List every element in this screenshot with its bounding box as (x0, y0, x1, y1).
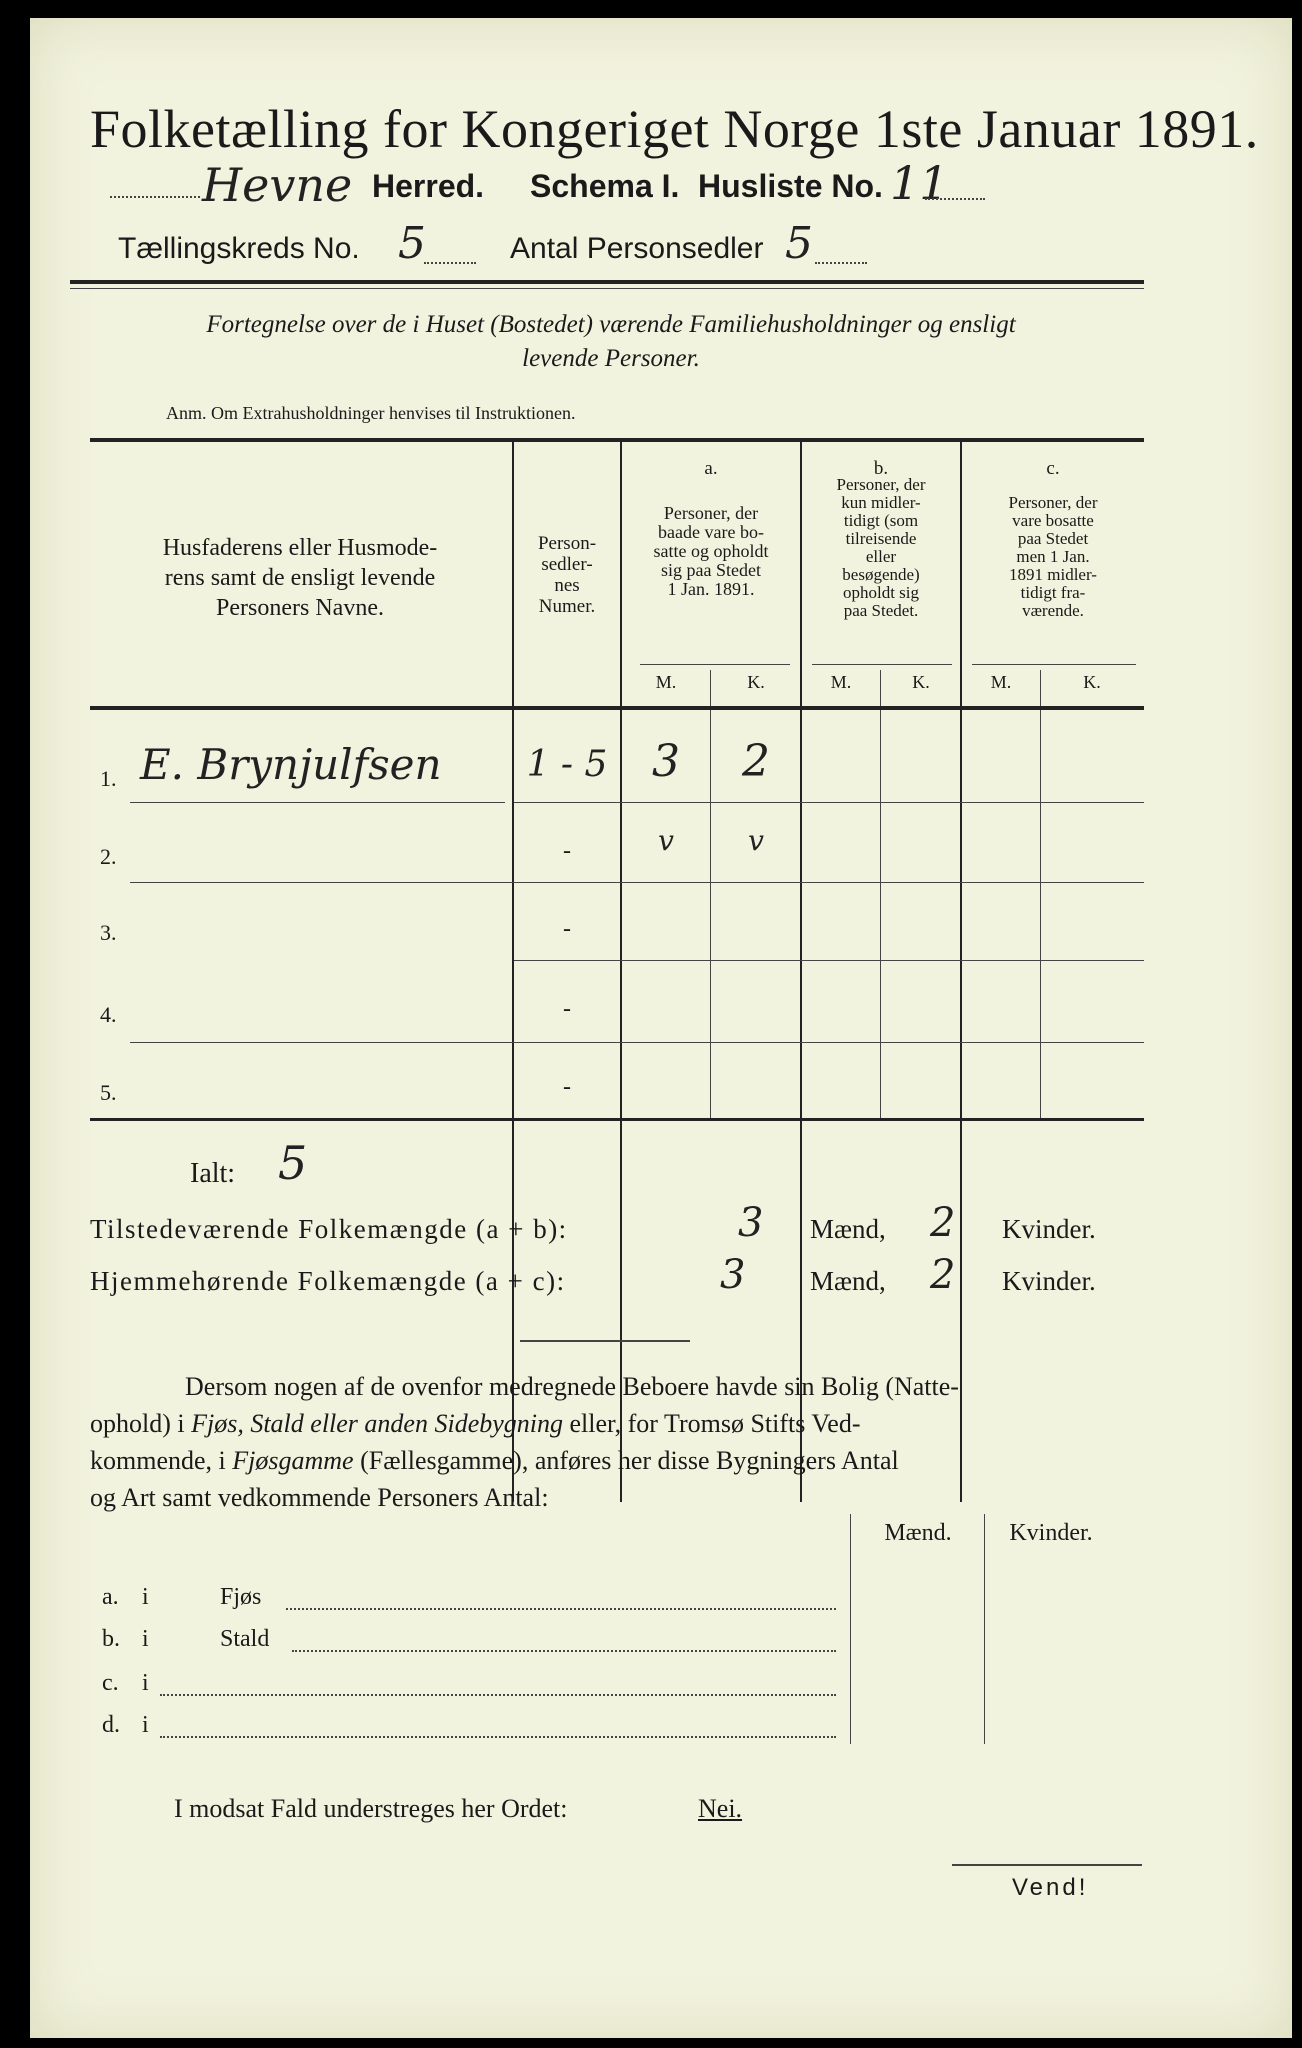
herred-dots (110, 196, 200, 198)
row-2-rule (130, 882, 1144, 883)
hjemme-k: 2 (930, 1252, 956, 1298)
note-line-2b: Fjøs, Stald eller anden Sidebygning (191, 1409, 563, 1438)
tilstede-kvinder: Kvinder. (1002, 1214, 1096, 1244)
row-2-a-m: v (658, 824, 674, 857)
intro-line-1: Fortegnelse over de i Huset (Bostedet) værende Familiehusholdninger og ensligt (206, 311, 1016, 338)
row-1-a-m: 3 (652, 736, 680, 787)
intro-line-2: levende Personer. (522, 345, 700, 372)
row-4-numer: - (563, 996, 571, 1022)
col-b-letter: b. (873, 458, 889, 479)
anm-note: Anm. Om Extrahusholdninger henvises til Instruktionen. (166, 403, 576, 423)
note-line-2c: eller, for Tromsø Stifts Ved- (563, 1409, 861, 1438)
buildings-maend-header: Mænd. (884, 1520, 952, 1546)
note-line-3a: kommende, i (90, 1446, 233, 1475)
col-names-line-1: Husfaderens eller Husmode- (162, 535, 438, 561)
note-line-3b: Fjøsgamme (232, 1446, 354, 1475)
b-mk-rule (812, 664, 952, 665)
col-names-line-2: rens samt de ensligt levende (164, 565, 436, 591)
col-names-line-3: Personers Navne. (216, 595, 384, 621)
nei-word: Nei. (698, 1794, 743, 1823)
ialt-label: Ialt: (190, 1158, 236, 1189)
hjemme-maend: Mænd, (810, 1266, 886, 1296)
col-c-line-6: tidigt fra- (1020, 583, 1086, 602)
row-3-number: 3. (100, 920, 117, 945)
c-k-label: K. (1083, 672, 1101, 692)
item-c-letter: c. (102, 1670, 119, 1696)
note-line-3c: (Fællesgamme), anføres her disse Bygningers Antal (353, 1446, 899, 1475)
c-mk-rule (972, 664, 1136, 665)
row-4-number: 4. (100, 1002, 117, 1027)
tilstede-m: 3 (738, 1200, 764, 1246)
col-b-line-2: kun midler- (841, 493, 921, 512)
row-5-numer: - (563, 1074, 571, 1100)
buildings-vline-2 (984, 1514, 985, 1744)
col-c-letter: c. (1046, 458, 1060, 479)
buildings-vline-1 (850, 1514, 851, 1744)
vline-a-mk (710, 670, 711, 1118)
note-line-4: og Art samt vedkommende Personers Antal: (90, 1483, 549, 1512)
hjemme-kvinder: Kvinder. (1002, 1266, 1096, 1296)
b-k-label: K. (912, 672, 930, 692)
col-numer-line-4: Numer. (538, 596, 596, 617)
table-bottom-rule (90, 1118, 1144, 1121)
col-a-line-1: Personer, der (663, 503, 759, 523)
col-b-line-5: eller (865, 547, 897, 566)
col-c-line-2: vare bosatte (1012, 511, 1094, 530)
table-header-rule (90, 706, 1144, 710)
row-1-name: E. Brynjulfsen (140, 740, 442, 789)
row-2-number: 2. (100, 844, 117, 869)
col-numer-line-2: sedler- (541, 554, 593, 575)
census-form-page (30, 18, 1292, 2038)
a-m-label: M. (655, 672, 677, 692)
col-numer-line-3: nes (554, 575, 580, 596)
row-1-a-k: 2 (742, 736, 770, 787)
antal-value: 5 (785, 218, 813, 269)
tilstede-k: 2 (930, 1200, 956, 1246)
col-b-line-6: besøgende) (842, 565, 920, 584)
row-1-rule-right (514, 802, 1144, 803)
item-a-label: Fjøs (220, 1584, 262, 1610)
husliste-value: 11 (890, 156, 949, 210)
form-title: Folketælling for Kongeriget Norge 1ste Januar 1891. (90, 99, 1259, 159)
col-c-line-5: 1891 midler- (1009, 565, 1097, 584)
col-numer-header (514, 533, 620, 617)
col-a-header (622, 504, 800, 599)
hjemme-m: 3 (720, 1252, 746, 1298)
col-c-line-4: men 1 Jan. (1016, 547, 1090, 566)
b-m-label: M. (830, 672, 852, 692)
vline-c-mk (1040, 670, 1041, 1118)
item-b-label: Stald (220, 1626, 270, 1652)
item-c-dots (160, 1694, 836, 1696)
item-d-prefix: i (142, 1712, 149, 1738)
note-line-3 (90, 1442, 1144, 1479)
row-2-numer: - (563, 838, 571, 864)
herred-value: Hevne (202, 158, 353, 212)
a-mk-rule (640, 664, 790, 665)
vend-text: Vend! (1012, 1874, 1089, 1901)
col-names-header (90, 533, 510, 623)
row-4-rule (130, 1042, 1144, 1043)
col-a-letter: a. (704, 458, 718, 479)
col-b-line-4: tilreisende (845, 529, 917, 548)
col-c-line-1: Personer, der (1008, 493, 1098, 512)
col-a-line-3: satte og opholdt (653, 541, 769, 561)
husliste-label: Husliste No. (698, 168, 883, 204)
a-k-label: K. (747, 672, 765, 692)
note-paragraph (90, 1368, 1144, 1516)
col-a-line-4: sig paa Stedet (661, 560, 761, 580)
col-a-line-5: 1 Jan. 1891. (667, 579, 755, 599)
col-numer-line-1: Person- (537, 533, 597, 554)
vline-2 (620, 442, 622, 1502)
row-5-number: 5. (100, 1080, 117, 1105)
item-b-dots (292, 1650, 836, 1652)
item-b-letter: b. (102, 1626, 120, 1652)
col-c-line-3: paa Stedet (1017, 529, 1089, 548)
item-b-prefix: i (142, 1626, 149, 1652)
row-1-numer: 1 - 5 (526, 744, 608, 785)
vend-rule (952, 1864, 1142, 1866)
tilstede-label: Tilstedeværende Folkemængde (a + b): (90, 1214, 568, 1244)
header-rule-thick (70, 280, 1144, 284)
col-b-line-7: opholdt sig (842, 583, 920, 602)
herred-label: Herred. (372, 168, 485, 204)
col-b-header (802, 476, 960, 620)
antal-label: Antal Personsedler (510, 232, 764, 265)
vline-b-mk (880, 670, 881, 1118)
antal-dots (815, 262, 867, 264)
hjemme-label: Hjemmehørende Folkemængde (a + c): (90, 1266, 566, 1296)
note-line-2a: ophold) i (90, 1409, 192, 1438)
c-m-label: M. (990, 672, 1012, 692)
col-c-line-7: værende. (1022, 601, 1084, 620)
col-b-line-8: paa Stedet. (843, 601, 919, 620)
header-rule-thin (70, 288, 1144, 289)
row-2-a-k: v (748, 824, 764, 857)
row-1-number: 1. (100, 766, 117, 791)
table-top-rule (90, 438, 1144, 442)
row-1-rule (130, 802, 505, 803)
separator-rule (520, 1340, 690, 1342)
kreds-dots (424, 262, 476, 264)
item-a-dots (286, 1608, 836, 1610)
col-b-line-3: tidigt (som (843, 511, 919, 530)
item-a-letter: a. (102, 1584, 119, 1610)
note-line-2 (90, 1405, 1144, 1442)
modsat-text: I modsat Fald understreges her Ordet: (174, 1794, 568, 1823)
col-b-line-1: Personer, der (836, 475, 926, 494)
item-c-prefix: i (142, 1670, 149, 1696)
col-c-header (962, 494, 1144, 620)
ialt-value: 5 (278, 1136, 308, 1190)
kreds-label: Tællingskreds No. (118, 232, 360, 265)
row-3-numer: - (563, 916, 571, 942)
item-d-letter: d. (102, 1712, 120, 1738)
kreds-value: 5 (398, 218, 426, 269)
husliste-dots (925, 198, 985, 200)
tilstede-maend: Mænd, (810, 1214, 886, 1244)
item-a-prefix: i (142, 1584, 149, 1610)
note-line-1: Dersom nogen af de ovenfor medregnede Beboere havde sin Bolig (Natte- (185, 1372, 959, 1401)
col-a-line-2: baade vare bo- (658, 522, 764, 542)
item-d-dots (160, 1736, 836, 1738)
row-3-rule (514, 960, 1144, 961)
buildings-kvinder-header: Kvinder. (1009, 1520, 1093, 1546)
schema-label: Schema I. (530, 168, 680, 204)
intro-block (76, 308, 1146, 376)
